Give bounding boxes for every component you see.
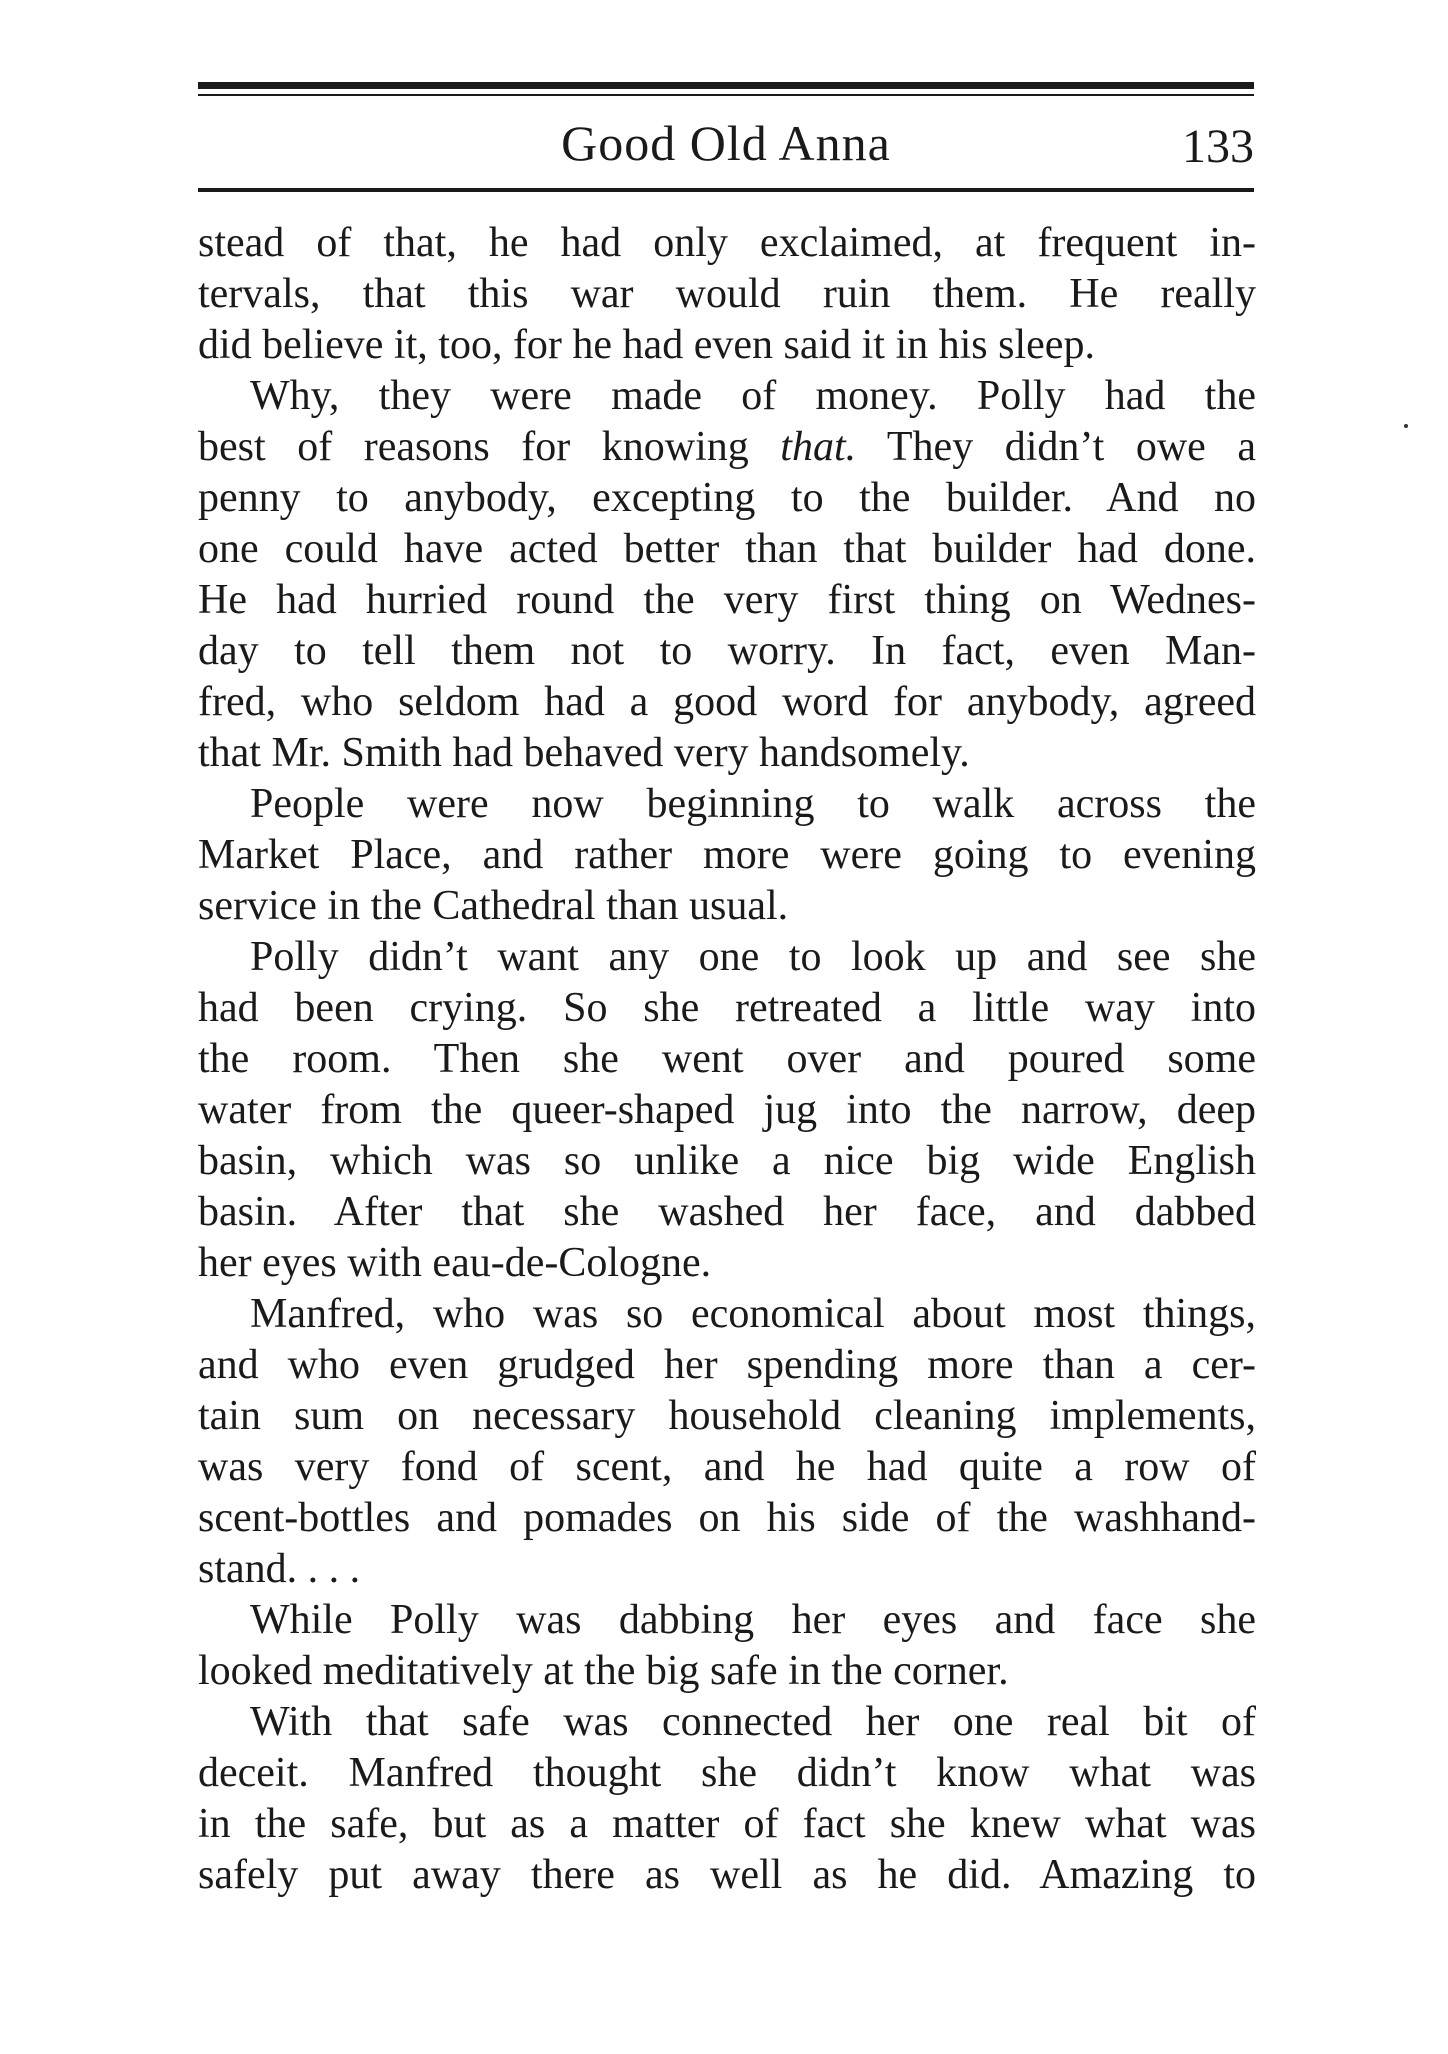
text-line: service in the Cathedral than usual. xyxy=(198,883,789,929)
page-number: 133 xyxy=(1182,120,1254,173)
text-line: looked meditatively at the big safe in the corner. xyxy=(198,1648,1009,1694)
text-line: had been crying. So she retreated a little way into xyxy=(198,985,1256,1031)
text-line: water from the queer-shaped jug into the narrow, deep xyxy=(198,1087,1256,1133)
text-line: scent-bottles and pomades on his side of the washhand- xyxy=(198,1495,1256,1541)
text-line: Manfred, who was so economical about most things, xyxy=(250,1291,1256,1337)
text-line: People were now beginning to walk across the xyxy=(250,781,1256,827)
text-line: Market Place, and rather more were going to evening xyxy=(198,832,1256,878)
text-line: tervals, that this war would ruin them. He really xyxy=(198,271,1256,317)
text-line: Polly didn’t want any one to look up and see she xyxy=(250,934,1256,980)
print-speck xyxy=(1404,424,1408,428)
text-line: day to tell them not to worry. In fact, even Man- xyxy=(198,628,1256,674)
text-line: With that safe was connected her one real bit of xyxy=(250,1699,1256,1745)
text-line: was very fond of scent, and he had quite a row of xyxy=(198,1444,1256,1490)
text-line: deceit. Manfred thought she didn’t know what was xyxy=(198,1750,1256,1796)
text-line: safely put away there as well as he did. Amazing to xyxy=(198,1852,1256,1898)
text-line: and who even grudged her spending more than a cer- xyxy=(198,1342,1256,1388)
text-line: He had hurried round the very first thing on Wednes- xyxy=(198,577,1256,623)
text-line: did believe it, too, for he had even said it in his sleep. xyxy=(198,322,1095,368)
text-line: stead of that, he had only exclaimed, at frequent in- xyxy=(198,220,1256,266)
text-line: that Mr. Smith had behaved very handsomely. xyxy=(198,730,970,776)
text-line: basin. After that she washed her face, and dabbed xyxy=(198,1189,1256,1235)
running-head xyxy=(198,108,1254,178)
text-line: stand. . . . xyxy=(198,1546,361,1592)
text-line: best of reasons for knowing that. They didn’t owe a xyxy=(198,424,1257,470)
body-text xyxy=(198,218,1256,1901)
running-title: Good Old Anna xyxy=(561,115,891,171)
text-line: her eyes with eau-de-Cologne. xyxy=(198,1240,712,1286)
text-line: one could have acted better than that builder had done. xyxy=(198,526,1256,572)
text-line: penny to anybody, excepting to the builder. And no xyxy=(198,475,1256,521)
text-line: While Polly was dabbing her eyes and face she xyxy=(250,1597,1256,1643)
text-line: tain sum on necessary household cleaning implements, xyxy=(198,1393,1256,1439)
text-line: the room. Then she went over and poured some xyxy=(198,1036,1256,1082)
top-border-rule xyxy=(198,82,1254,89)
text-line: basin, which was so unlike a nice big wide English xyxy=(198,1138,1256,1184)
text-line: fred, who seldom had a good word for anybody, agreed xyxy=(198,679,1256,725)
header-rule xyxy=(198,188,1254,192)
text-line: Why, they were made of money. Polly had the xyxy=(250,373,1256,419)
text-line: in the safe, but as a matter of fact she knew what was xyxy=(198,1801,1256,1847)
top-border-rule-thin xyxy=(198,94,1254,96)
